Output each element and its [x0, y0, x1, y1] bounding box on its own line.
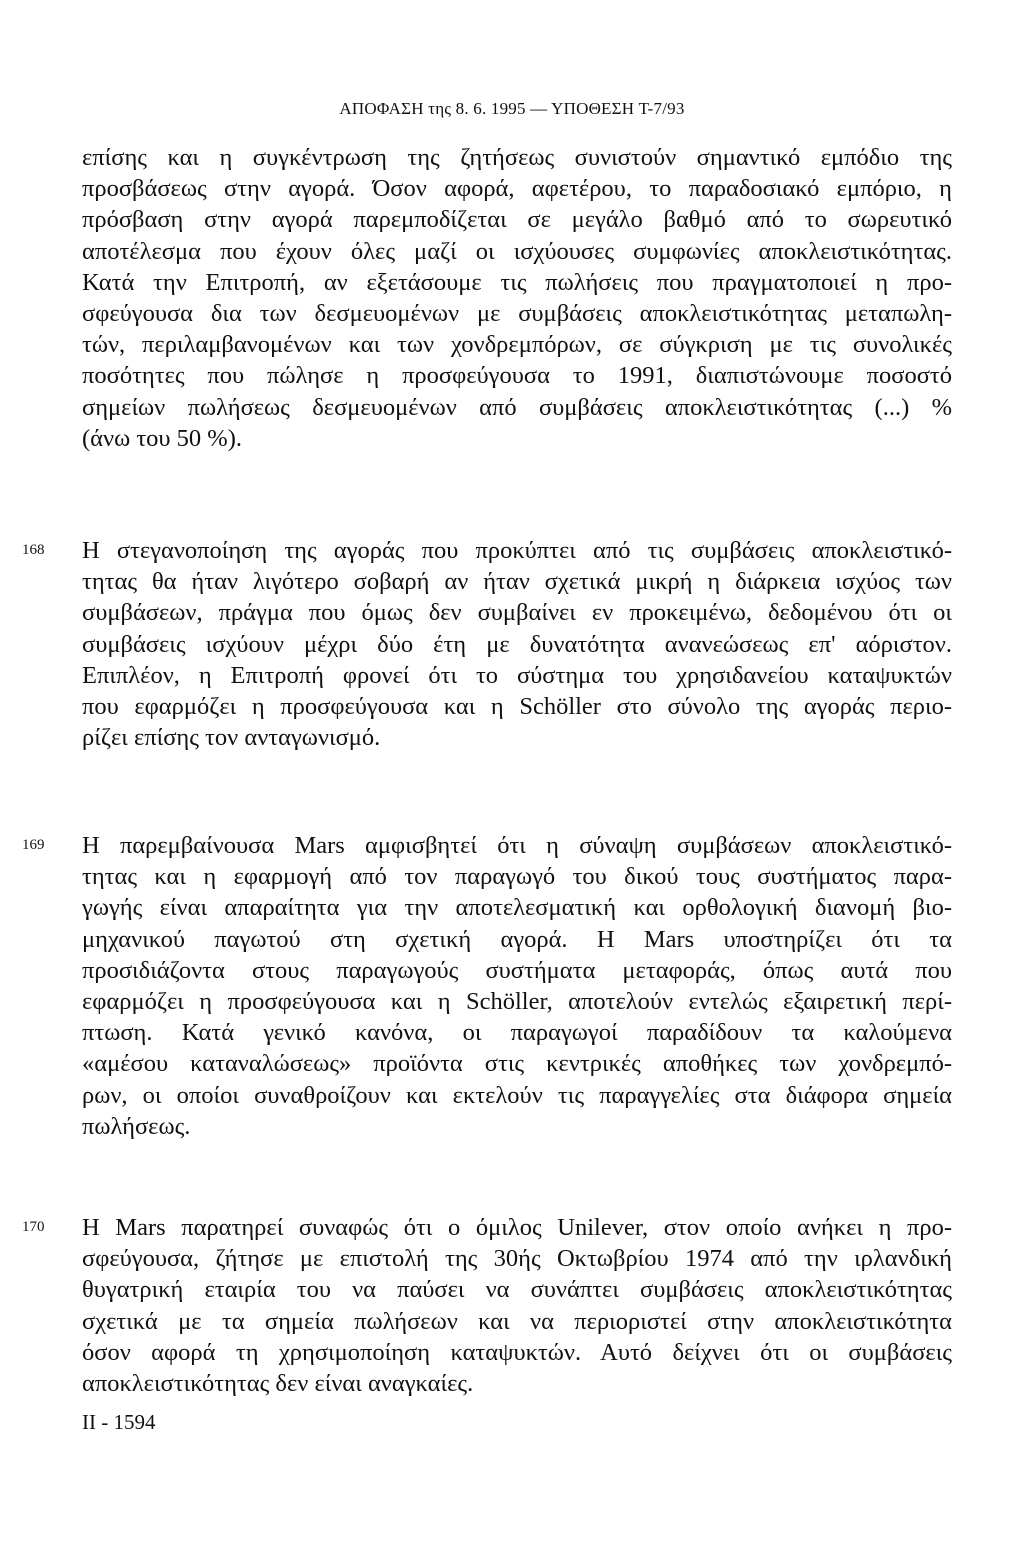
text-line: Η στεγανοποίηση της αγοράς που προκύπτει από τις συμβάσεις αποκλειστικό- [82, 537, 952, 564]
text-line: θυγατρική εταιρία του να παύσει να συνάπτει συμβάσεις αποκλειστικότητας [82, 1276, 952, 1304]
text-line: Η παρεμβαίνουσα Mars αμφισβητεί ότι η σύναψη συμβάσεων αποκλειστικό- [82, 832, 952, 859]
text-line: (άνω του 50 %). [82, 424, 242, 452]
text-line: τητας θα ήταν λιγότερο σοβαρή αν ήταν σχετικά μικρή η διάρκεια ισχύος των [82, 568, 952, 596]
text-line: συμβάσεων, πράγμα που όμως δεν συμβαίνει εν προκειμένω, δεδομένου ότι οι [82, 599, 952, 627]
text-line: όσον αφορά τη χρησιμοποίηση καταψυκτών. Αυτό δείχνει ότι οι συμβάσεις [82, 1338, 952, 1366]
text-line: προσβάσεως στην αγορά. Όσον αφορά, αφετέρου, το παραδοσιακό εμπόριο, η [82, 175, 952, 203]
text-line: «αμέσου καταναλώσεως» προϊόντα στις κεντρικές αποθήκες των χονδρεμπό- [82, 1050, 952, 1078]
text-line: πωλήσεως. [82, 1112, 191, 1140]
text-line: τών, περιλαμβανομένων και των χονδρεμπόρων, σε σύγκριση με τις συνολικές [82, 331, 952, 359]
text-line: μηχανικού παγωτού στη σχετική αγορά. Η Mars υποστηρίζει ότι τα [82, 925, 952, 953]
text-line: συμβάσεις ισχύουν μέχρι δύο έτη με δυνατότητα ανανεώσεως επ' αόριστον. [82, 630, 952, 658]
text-line: σφεύγουσα δια των δεσμευομένων με συμβάσεις αποκλειστικότητας μεταπωλη- [82, 300, 952, 328]
text-line: εφαρμόζει η προσφεύγουσα και η Schöller, αποτελούν εντελώς εξαιρετική περί- [82, 988, 952, 1016]
text-line: αποκλειστικότητας δεν είναι αναγκαίες. [82, 1370, 474, 1398]
text-line: ρίζει επίσης τον ανταγωνισμό. [82, 724, 381, 752]
text-line: σφεύγουσα, ζήτησε με επιστολή της 30ής Οκτωβρίου 1974 από την ιρλανδική [82, 1245, 952, 1273]
paragraph-169 [82, 830, 952, 1142]
text-line: Επιπλέον, η Επιτροπή φρονεί ότι το σύστημα του χρησιδανείου καταψυκτών [82, 661, 952, 689]
text-line: Κατά την Επιτροπή, αν εξετάσουμε τις πωλήσεις που πραγματοποιεί η προ- [82, 268, 952, 296]
text-line: σημείων πωλήσεως δεσμευομένων από συμβάσεις αποκλειστικότητας (...) % [82, 393, 952, 421]
paragraph-number: 170 [22, 1219, 45, 1235]
text-line: τητας και η εφαρμογή από τον παραγωγό του δικού τους συστήματος παρα- [82, 863, 952, 891]
text-line: σχετικά με τα σημεία πωλήσεων και να περιοριστεί στην αποκλειστικότητα [82, 1307, 952, 1335]
text-line: που εφαρμόζει η προσφεύγουσα και η Schöller στο σύνολο της αγοράς περιο- [82, 693, 952, 721]
text-line: αποτέλεσμα που έχουν όλες μαζί οι ισχύουσες συμφωνίες αποκλειστικότητας. [82, 237, 952, 265]
text-line: γωγής είναι απαραίτητα για την αποτελεσματική και ορθολογική διανομή βιο- [82, 894, 952, 922]
paragraph-number: 168 [22, 542, 45, 558]
text-line: προσιδιάζοντα στους παραγωγούς συστήματα μεταφοράς, όπως αυτά που [82, 956, 952, 984]
text-line: πτωση. Κατά γενικό κανόνα, οι παραγωγοί παραδίδουν τα καλούμενα [82, 1019, 952, 1047]
running-header: ΑΠΟΦΑΣΗ της 8. 6. 1995 — ΥΠΟΘΕΣΗ T-7/93 [339, 99, 685, 118]
paragraph-number: 169 [22, 837, 45, 853]
page-number: II - 1594 [82, 1410, 156, 1434]
paragraph-170 [82, 1212, 952, 1399]
text-line: επίσης και η συγκέντρωση της ζητήσεως συνιστούν σημαντικό εμπόδιο της [82, 144, 952, 171]
text-line: ποσότητες που πώλησε η προσφεύγουσα το 1991, διαπιστώνουμε ποσοστό [82, 362, 952, 390]
text-line: ρων, οι οποίοι συναθροίζουν και εκτελούν τις παραγγελίες στα διάφορα σημεία [82, 1081, 952, 1109]
text-line: πρόσβαση στην αγορά παρεμποδίζεται σε μεγάλο βαθμό από το σωρευτικό [82, 206, 952, 234]
text-line: Η Mars παρατηρεί συναφώς ότι ο όμιλος Unilever, στον οποίο ανήκει η προ- [82, 1214, 952, 1241]
paragraph-168 [82, 535, 952, 753]
paragraph-continuation [82, 142, 952, 454]
